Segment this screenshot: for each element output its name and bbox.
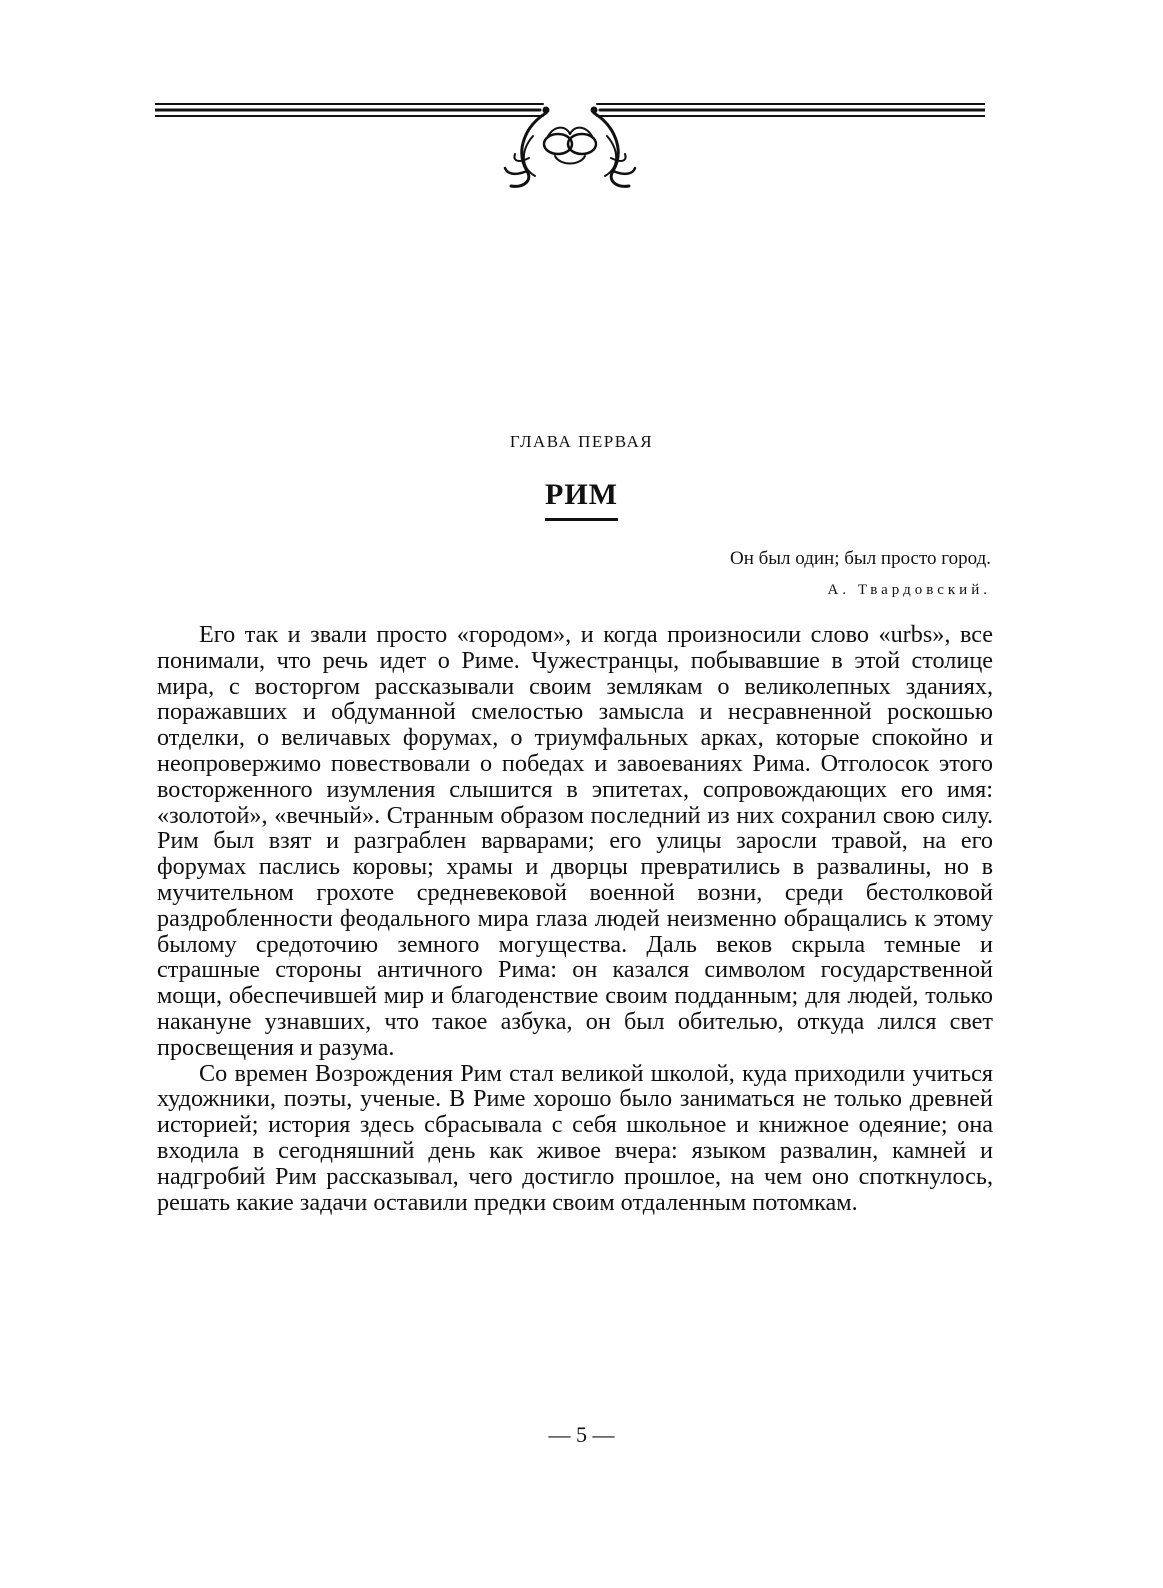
decorative-header-ornament	[155, 96, 985, 196]
epigraph-line: Он был один; был просто город.	[729, 548, 991, 569]
chapter-label: ГЛАВА ПЕРВАЯ	[509, 432, 654, 451]
paragraph: Со времен Возрождения Рим стал великой школой, куда приходили учиться художники, поэты, ученые. В Риме хорошо было заниматься не только древней историей; история здесь сбрасывала с себя школьное и книжное одеяние; она входила в сегодняшний день как живое вчера: языком развалин, камней и надгробий Рим рассказывал, чего достигло прошлое, на чем оно споткнулось, решать какие задачи оставили предки своим отдаленным потомкам.	[157, 1059, 993, 1216]
epigraph-author: А. Твардовский.	[827, 582, 991, 598]
body-text	[157, 622, 993, 1215]
paragraph: Его так и звали просто «городом», и когда произносили слово «urbs», все понимали, что речь идет о Риме. Чужестранцы, побывавшие в этой столице мира, с восторгом рассказывали своим землякам о великолепных зданиях, поражавших и обдуманной смелостью замысла и несравненной роскошью отделки, о величавых форумах, о триумфальных арках, которые спокойно и неопровержимо повествовали о победах и завоеваниях Рима. Отголосок этого восторженного изумления слышится в эпитетах, сопровождающих его имя: «золотой», «вечный». Странным образом последний из них сохранил свою силу. Рим был взят и разграблен варварами; его улицы заросли травой, на его форумах паслись коровы; храмы и дворцы превратились в развалины, но в мучительном грохоте средневековой военной возни, среди бестолковой раздробленности феодального мира глаза людей неизменно обращались к этому былому средоточию земного могущества. Даль веков скрыла темные и страшные стороны античного Рима: он казался символом государственной мощи, обеспечившей мир и благоденствие своим подданным; для людей, только накануне узнавших, что такое азбука, он был обителью, откуда лился свет просвещения и разума.	[157, 621, 993, 1061]
epigraph	[730, 548, 991, 599]
page-number: — 5 —	[548, 1422, 615, 1447]
chapter-title-wrapper	[0, 478, 1163, 521]
chapter-title: РИМ	[545, 478, 618, 521]
